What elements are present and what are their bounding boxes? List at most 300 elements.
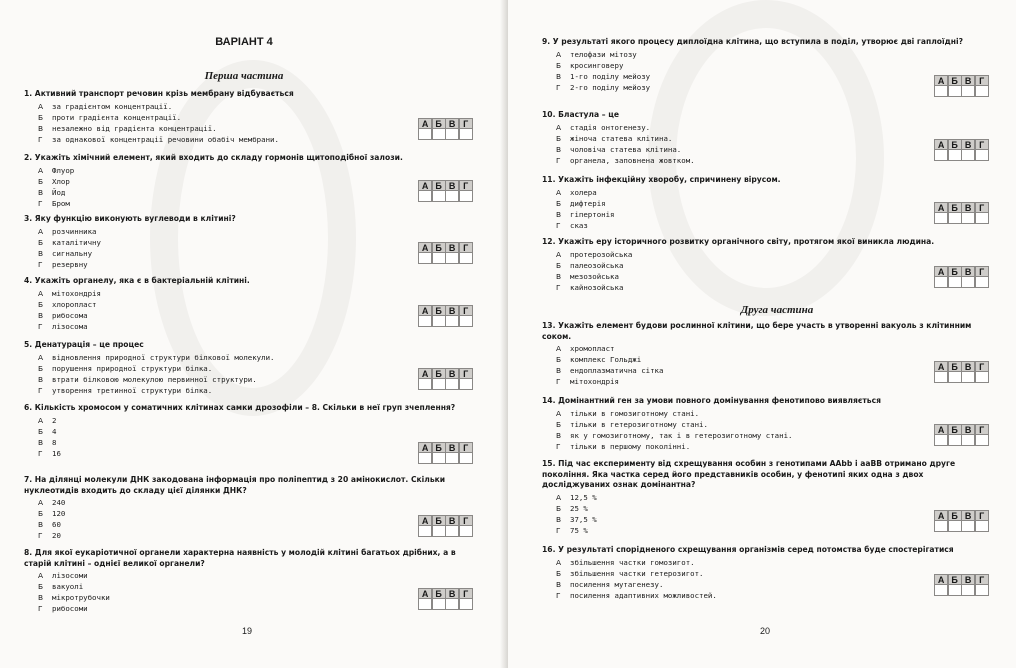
answer-grid-letter: Г	[975, 510, 989, 521]
answer-grid-letter: Б	[948, 139, 962, 150]
answer-option	[542, 198, 988, 209]
answer-cell[interactable]	[432, 599, 446, 610]
answer-option	[24, 226, 472, 237]
answer-cell[interactable]	[975, 585, 989, 596]
answer-grid-letter: Б	[948, 202, 962, 213]
option-letter: Б	[556, 503, 562, 513]
answer-option	[542, 49, 988, 60]
answer-cell[interactable]	[445, 253, 459, 264]
question-4	[542, 237, 988, 293]
question-6	[24, 403, 472, 459]
answer-option	[24, 508, 472, 519]
answer-option	[24, 426, 472, 437]
answer-cell[interactable]	[445, 129, 459, 140]
answer-cell[interactable]	[948, 213, 962, 224]
option-text: 120	[52, 509, 66, 518]
answer-cell[interactable]	[961, 150, 975, 161]
answer-cell[interactable]	[961, 86, 975, 97]
answer-option	[542, 60, 988, 71]
answer-cell[interactable]	[975, 277, 989, 288]
answer-grid-letter: В	[445, 180, 459, 191]
page-number: 19	[242, 626, 253, 636]
answer-option	[542, 122, 988, 133]
answer-cell[interactable]	[418, 599, 432, 610]
option-letter: Г	[556, 155, 561, 165]
answer-cell[interactable]	[948, 86, 962, 97]
answer-grid-letter: А	[418, 305, 432, 316]
answer-grid-letter: А	[418, 515, 432, 526]
answer-cell[interactable]	[934, 150, 948, 161]
answer-option	[24, 237, 472, 248]
option-text: телофази мітозу	[570, 49, 637, 59]
option-text: збільшення частки гетерозигот.	[570, 568, 704, 578]
answer-grid	[418, 588, 472, 610]
option-text: порушення природної структури білка.	[52, 363, 213, 373]
option-letter: А	[38, 288, 44, 298]
option-text: Флуор	[52, 165, 75, 175]
answer-cell[interactable]	[934, 86, 948, 97]
option-letter: В	[556, 579, 562, 589]
option-text: тільки в гетерозиготному стані.	[570, 419, 708, 429]
answer-grid-letter: Б	[432, 118, 446, 129]
answer-grid-letter: Б	[432, 305, 446, 316]
answer-cell[interactable]	[459, 453, 473, 464]
answer-grid-letter: В	[445, 588, 459, 599]
option-letter: Б	[556, 568, 562, 578]
answer-grid-letter: А	[934, 424, 948, 435]
option-letter: В	[556, 271, 562, 281]
answer-grid-letter: А	[934, 139, 948, 150]
option-text: посилення адаптивних можливостей.	[570, 590, 717, 600]
option-text: сигнальну	[52, 248, 93, 258]
answer-option	[542, 503, 988, 514]
answer-cell[interactable]	[975, 86, 989, 97]
option-text: за градієнтом концентрації.	[52, 101, 173, 111]
answer-option	[542, 249, 988, 260]
answer-option	[542, 220, 988, 231]
option-text: протерозойська	[570, 249, 633, 259]
option-text: рибосома	[52, 310, 88, 320]
option-letter: Г	[556, 282, 561, 292]
question-text: 10. Бластула – це	[542, 110, 619, 119]
answer-grid-letter: Г	[975, 75, 989, 86]
answer-cell[interactable]	[459, 379, 473, 390]
option-letter: А	[38, 226, 44, 236]
option-letter: Б	[556, 133, 562, 143]
option-text: 60	[52, 520, 61, 529]
answer-grid-letter: В	[961, 202, 975, 213]
option-text: 20	[52, 531, 61, 540]
option-letter: В	[556, 144, 562, 154]
answer-cell[interactable]	[975, 521, 989, 532]
option-text: Хлор	[52, 176, 70, 186]
question-2	[24, 153, 472, 209]
answer-cell[interactable]	[445, 526, 459, 537]
answer-option	[24, 198, 472, 209]
answer-grid	[418, 515, 472, 537]
answer-option	[542, 133, 988, 144]
answer-option	[542, 282, 988, 293]
answer-grid-letter: Б	[432, 180, 446, 191]
option-letter: Г	[38, 448, 43, 458]
answer-grid-letter: Г	[459, 242, 473, 253]
answer-cell[interactable]	[975, 213, 989, 224]
answer-option	[542, 354, 988, 365]
option-letter: Б	[38, 237, 44, 247]
option-text: як у гомозиготному, так і в гетерозиготному стані.	[570, 430, 793, 440]
option-text: дифтерія	[570, 198, 606, 208]
answer-grid-letter: Б	[948, 424, 962, 435]
option-letter: В	[38, 123, 44, 133]
answer-cell[interactable]	[948, 521, 962, 532]
answer-cell[interactable]	[948, 372, 962, 383]
option-letter: А	[38, 415, 44, 425]
answer-option	[542, 71, 988, 82]
answer-cell[interactable]	[934, 277, 948, 288]
option-letter: Б	[556, 260, 562, 270]
option-letter: А	[556, 249, 562, 259]
answer-cell[interactable]	[961, 277, 975, 288]
option-letter: В	[38, 593, 44, 602]
question-text: 16. У результаті спорідненого схрещування організмів серед потомства буде спостерігатися	[542, 545, 954, 554]
answer-grid-letter: В	[961, 266, 975, 277]
answer-grid-letter: А	[934, 361, 948, 372]
option-letter: Б	[38, 176, 44, 186]
answer-grid-letter: Г	[975, 361, 989, 372]
option-text: незалежно від градієнта концентрації.	[52, 123, 217, 133]
answer-cell[interactable]	[948, 435, 962, 446]
answer-grid-letter: Г	[459, 305, 473, 316]
answer-cell[interactable]	[948, 585, 962, 596]
option-letter: В	[556, 430, 562, 440]
option-letter: В	[556, 514, 562, 524]
answer-cell[interactable]	[975, 372, 989, 383]
option-text: втрати білковою молекулою первинної структури.	[52, 374, 257, 384]
answer-option	[24, 165, 472, 176]
answer-grid-letter: Б	[432, 368, 446, 379]
answer-cell[interactable]	[934, 213, 948, 224]
answer-grid	[934, 75, 988, 97]
option-letter: В	[556, 366, 562, 375]
answer-grid-letter: В	[445, 305, 459, 316]
option-letter: Г	[38, 198, 43, 208]
option-text: лізосома	[52, 321, 88, 331]
answer-cell[interactable]	[445, 453, 459, 464]
answer-option	[542, 525, 988, 536]
question-text: 3. Яку функцію виконують вуглеводи в клітині?	[24, 214, 236, 223]
option-text: утворення третинної структури білка.	[52, 385, 213, 395]
part-title: Перша частина	[204, 70, 284, 82]
answer-cell[interactable]	[961, 435, 975, 446]
option-letter: Г	[556, 220, 561, 230]
answer-option	[24, 310, 472, 321]
option-text: Бром	[52, 198, 70, 208]
answer-grid-letter: А	[934, 75, 948, 86]
option-text: за однакової концентрації речовини обабіч мембрани.	[52, 134, 279, 144]
option-text: мітохондрія	[52, 288, 101, 298]
option-letter: В	[38, 248, 44, 258]
option-text: мітохондрія	[570, 377, 619, 386]
question-3	[24, 214, 472, 270]
answer-option	[542, 82, 988, 93]
answer-cell[interactable]	[459, 129, 473, 140]
answer-option	[542, 144, 988, 155]
question-text: 11. Укажіть інфекційну хворобу, спричинену вірусом.	[542, 175, 781, 184]
option-text: 37,5 %	[570, 514, 597, 524]
question-text: 1. Активний транспорт речовин крізь мембрану відбувається	[24, 89, 294, 98]
option-text: хлоропласт	[52, 299, 97, 309]
option-text: Йод	[52, 187, 66, 197]
option-text: палеозойська	[570, 260, 624, 270]
option-letter: Г	[556, 525, 561, 535]
answer-cell[interactable]	[418, 253, 432, 264]
answer-cell[interactable]	[432, 379, 446, 390]
option-text: 2-го поділу мейозу	[570, 82, 651, 92]
option-text: проти градієнта концентрації.	[52, 112, 182, 122]
answer-grid-letter: Г	[975, 139, 989, 150]
option-letter: Г	[38, 134, 43, 144]
question-4	[24, 276, 472, 332]
option-text: 75 %	[570, 525, 588, 535]
answer-grid-letter: В	[961, 510, 975, 521]
option-letter: Г	[38, 385, 43, 395]
answer-cell[interactable]	[418, 526, 432, 537]
answer-cell[interactable]	[432, 253, 446, 264]
option-text: 12,5 %	[570, 492, 597, 502]
answer-cell[interactable]	[432, 129, 446, 140]
question-text: 13. Укажіть елемент будови рослинної клітини, що бере участь в утворенні вакуоль з клітинним соком.	[542, 321, 972, 341]
answer-grid	[934, 424, 988, 446]
answer-option	[24, 581, 472, 592]
answer-cell[interactable]	[459, 599, 473, 610]
option-letter: А	[38, 498, 44, 507]
answer-cell[interactable]	[934, 521, 948, 532]
option-text: 240	[52, 498, 66, 507]
option-text: 4	[52, 426, 57, 436]
answer-option	[24, 187, 472, 198]
right-page	[508, 0, 1016, 668]
answer-option	[542, 260, 988, 271]
answer-cell[interactable]	[961, 213, 975, 224]
option-letter: В	[556, 209, 562, 219]
part-title: Друга частина	[740, 304, 814, 316]
answer-option	[24, 176, 472, 187]
option-letter: Г	[556, 441, 561, 451]
answer-cell[interactable]	[432, 526, 446, 537]
answer-cell[interactable]	[418, 191, 432, 202]
question-text: 7. На ділянці молекули ДНК закодована інформація про поліпептид з 20 амінокислот. Скільки нуклеотидів входить до складу цієї ділянки ДНК?	[24, 475, 446, 495]
answer-grid-letter: В	[961, 75, 975, 86]
option-letter: Б	[556, 355, 562, 364]
answer-cell[interactable]	[459, 316, 473, 327]
option-text: вакуолі	[52, 582, 84, 591]
answer-option	[542, 430, 988, 441]
option-letter: Б	[38, 509, 44, 518]
answer-grid-letter: Г	[459, 180, 473, 191]
answer-option	[542, 441, 988, 452]
answer-option	[542, 155, 988, 166]
question-5	[24, 340, 472, 396]
answer-grid-letter: А	[418, 180, 432, 191]
answer-option	[542, 376, 988, 387]
answer-grid	[418, 368, 472, 390]
option-letter: Г	[38, 531, 43, 540]
answer-option	[24, 259, 472, 270]
option-letter: Г	[556, 377, 561, 386]
answer-grid-letter: В	[445, 442, 459, 453]
answer-cell[interactable]	[934, 372, 948, 383]
answer-cell[interactable]	[934, 435, 948, 446]
answer-option	[24, 299, 472, 310]
answer-option	[24, 448, 472, 459]
answer-option	[542, 579, 988, 590]
answer-grid-letter: Б	[432, 442, 446, 453]
answer-cell[interactable]	[418, 316, 432, 327]
option-text: збільшення частки гомозигот.	[570, 557, 695, 567]
answer-option	[24, 603, 472, 614]
answer-option	[24, 248, 472, 259]
question-8	[542, 545, 988, 601]
answer-option	[24, 385, 472, 396]
option-text: 25 %	[570, 503, 588, 513]
answer-cell[interactable]	[961, 585, 975, 596]
option-text: 2	[52, 415, 57, 425]
answer-grid	[418, 180, 472, 202]
question-text: 8. Для якої еукаріотичної органели характерна наявність у молодій клітині багатьох дрібних, а в старій клітині – однієї великої органели?	[24, 548, 456, 568]
answer-option	[542, 557, 988, 568]
option-letter: А	[556, 557, 562, 567]
answer-grid	[934, 574, 988, 596]
answer-grid-letter: Б	[948, 361, 962, 372]
answer-grid-letter: Б	[948, 75, 962, 86]
answer-cell[interactable]	[445, 316, 459, 327]
answer-option	[542, 271, 988, 282]
option-letter: Б	[556, 198, 562, 208]
question-text: 6. Кількість хромосом у соматичних клітинах самки дрозофіли – 8. Скільки в неї груп зчеплення?	[24, 403, 456, 412]
option-letter: В	[38, 310, 44, 320]
answer-option	[24, 570, 472, 581]
question-7	[542, 459, 988, 536]
option-text: тільки в першому поколінні.	[570, 441, 691, 451]
answer-option	[542, 408, 988, 419]
answer-grid	[934, 361, 988, 383]
answer-cell[interactable]	[445, 191, 459, 202]
question-5	[542, 321, 988, 387]
option-text: 16	[52, 448, 61, 458]
answer-option	[24, 112, 472, 123]
answer-cell[interactable]	[459, 253, 473, 264]
answer-grid	[418, 118, 472, 140]
answer-cell[interactable]	[459, 191, 473, 202]
answer-cell[interactable]	[432, 191, 446, 202]
answer-grid-letter: А	[418, 588, 432, 599]
answer-grid-letter: Г	[459, 368, 473, 379]
option-letter: Г	[38, 259, 43, 269]
option-letter: А	[38, 571, 44, 580]
option-letter: Б	[38, 363, 44, 373]
answer-option	[542, 568, 988, 579]
option-text: 1-го поділу мейозу	[570, 71, 651, 81]
answer-grid	[934, 202, 988, 224]
option-letter: А	[556, 49, 562, 59]
answer-grid-letter: Г	[975, 424, 989, 435]
answer-cell[interactable]	[459, 526, 473, 537]
option-letter: Б	[556, 419, 562, 429]
answer-option	[542, 343, 988, 354]
answer-cell[interactable]	[445, 599, 459, 610]
answer-cell[interactable]	[445, 379, 459, 390]
answer-cell[interactable]	[934, 585, 948, 596]
answer-cell[interactable]	[948, 277, 962, 288]
question-text: 12. Укажіть еру історичного розвитку органічного світу, протягом якої виникла людина.	[542, 237, 935, 246]
option-letter: А	[556, 187, 562, 197]
answer-cell[interactable]	[975, 435, 989, 446]
answer-option	[24, 592, 472, 603]
question-text: 9. У результаті якого процесу диплоїдна клітина, що вступила в поділ, утворює дві гаплоїдні?	[542, 37, 963, 46]
answer-grid-letter: Б	[432, 242, 446, 253]
question-2	[542, 110, 988, 166]
option-text: стадія онтогенезу.	[570, 122, 651, 132]
answer-grid	[934, 139, 988, 161]
answer-cell[interactable]	[418, 379, 432, 390]
answer-cell[interactable]	[961, 372, 975, 383]
answer-grid	[418, 442, 472, 464]
answer-cell[interactable]	[418, 453, 432, 464]
option-text: комплекс Гольджі	[570, 355, 642, 364]
answer-grid-letter: А	[934, 266, 948, 277]
answer-grid-letter: В	[961, 361, 975, 372]
answer-option	[542, 514, 988, 525]
answer-option	[542, 209, 988, 220]
option-text: холера	[570, 187, 597, 197]
option-text: тільки в гомозиготному стані.	[570, 408, 700, 418]
answer-grid	[418, 305, 472, 327]
option-letter: Г	[38, 604, 43, 613]
option-letter: А	[556, 492, 562, 502]
variant-title: ВАРІАНТ 4	[215, 36, 273, 48]
question-text: 15. Під час експерименту від схрещування особин з генотипами AAbb і aaBB отримано друге покоління. Яка частка серед його представників особин, у фенотипі яких одна з двох досліджуваних ознак домінантна?	[542, 459, 956, 489]
answer-cell[interactable]	[418, 129, 432, 140]
answer-grid-letter: А	[934, 510, 948, 521]
answer-cell[interactable]	[948, 150, 962, 161]
answer-grid-letter: А	[934, 202, 948, 213]
answer-option	[24, 530, 472, 541]
answer-cell[interactable]	[975, 150, 989, 161]
option-letter: А	[38, 165, 44, 175]
answer-cell[interactable]	[961, 521, 975, 532]
option-letter: В	[38, 437, 44, 447]
option-letter: В	[38, 520, 44, 529]
option-text: посилення мутагенезу.	[570, 579, 664, 589]
answer-cell[interactable]	[432, 316, 446, 327]
answer-option	[24, 321, 472, 332]
option-text: резервну	[52, 259, 88, 269]
question-1	[542, 37, 988, 93]
answer-grid-letter: Б	[432, 588, 446, 599]
answer-option	[24, 519, 472, 530]
option-text: рибосоми	[52, 604, 88, 613]
answer-cell[interactable]	[432, 453, 446, 464]
option-letter: А	[556, 122, 562, 132]
answer-grid-letter: В	[445, 118, 459, 129]
option-text: ендоплазматична сітка	[570, 366, 664, 375]
answer-option	[24, 363, 472, 374]
answer-grid-letter: А	[418, 118, 432, 129]
option-letter: В	[38, 374, 44, 384]
option-letter: В	[38, 187, 44, 197]
answer-grid-letter: Б	[948, 574, 962, 585]
answer-grid-letter: А	[418, 368, 432, 379]
